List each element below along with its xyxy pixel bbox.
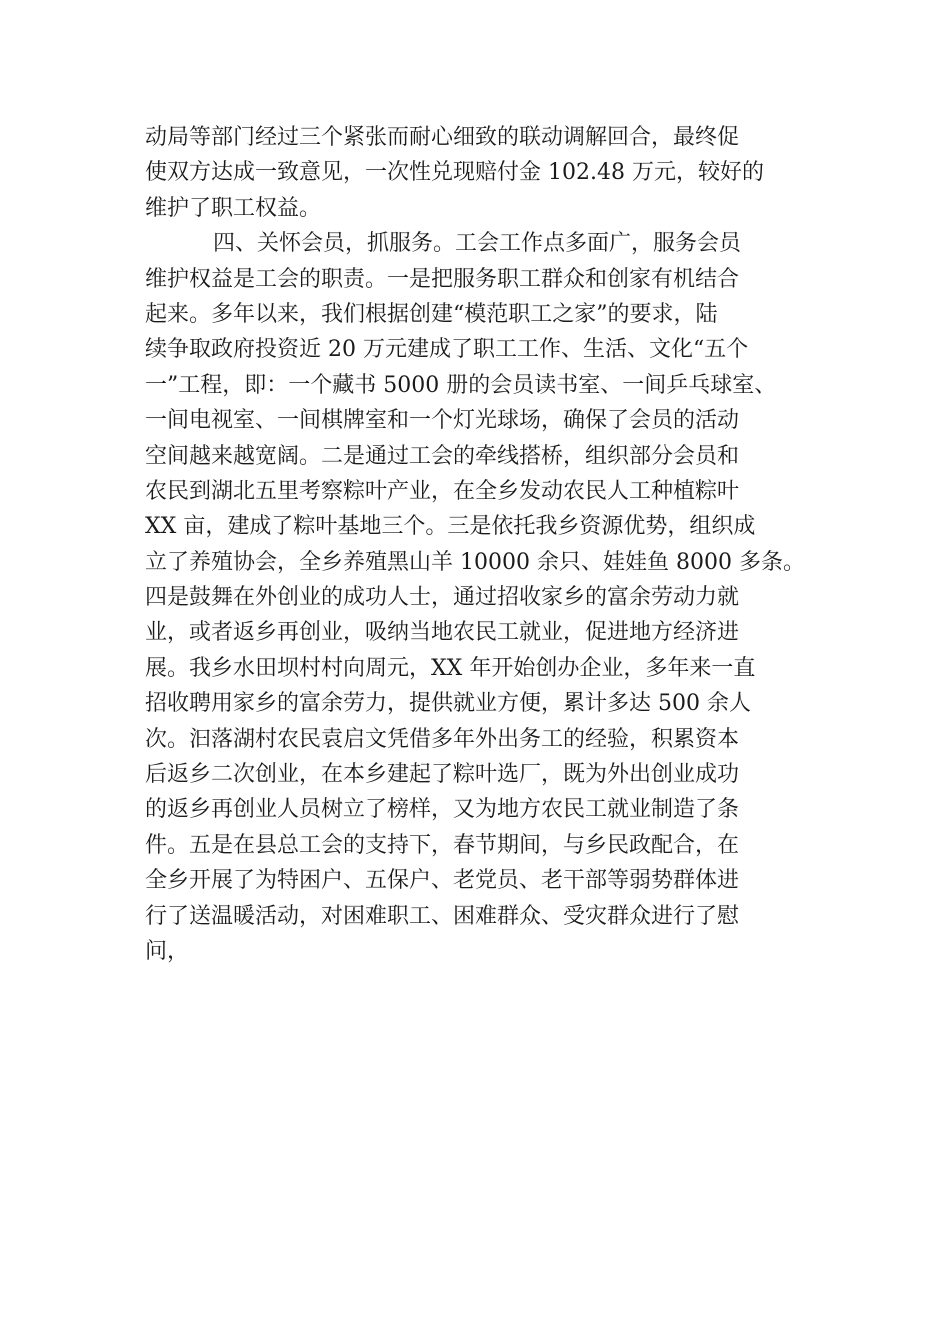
- text-line: 维护权益是工会的职责。一是把服务职工群众和创家有机结合: [145, 266, 740, 292]
- text-line: 的返乡再创业人员树立了榜样，又为地方农民工就业制造了条: [145, 797, 740, 823]
- text-line: 后返乡二次创业，在本乡建起了粽叶选厂，既为外出创业成功: [145, 762, 740, 788]
- text-line: 展。我乡水田坝村村向周元，XX 年开始创办企业，多年来一直: [145, 655, 756, 681]
- text-line: 全乡开展了为特困户、五保户、老党员、老干部等弱势群体进: [145, 868, 740, 894]
- section-heading-line: 四、关怀会员，抓服务。工会工作点多面广，服务会员: [213, 231, 742, 257]
- text-line: 问，: [145, 938, 190, 964]
- text-line: 续争取政府投资近 20 万元建成了职工工作、生活、文化“五个: [145, 337, 749, 363]
- body-text: [145, 120, 825, 969]
- text-line: 空间越来越宽阔。二是通过工会的牵线搭桥，组织部分会员和: [145, 443, 740, 469]
- text-line: 动局等部门经过三个紧张而耐心细致的联动调解回合，最终促: [145, 125, 740, 150]
- text-line: 业，或者返乡再创业，吸纳当地农民工就业，促进地方经济进: [145, 620, 740, 646]
- text-line: 一间电视室、一间棋牌室和一个灯光球场，确保了会员的活动: [145, 408, 740, 434]
- text-line: 四是鼓舞在外创业的成功人士，通过招收家乡的富余劳动力就: [145, 585, 740, 611]
- text-line: 行了送温暖活动，对困难职工、困难群众、受灾群众进行了慰: [145, 903, 740, 929]
- text-line: 一”工程，即：一个藏书 5000 册的会员读书室、一间乒乓球室、: [145, 372, 777, 398]
- text-line: 起来。多年以来，我们根据创建“模范职工之家”的要求，陆: [145, 301, 718, 327]
- text-line: 使双方达成一致意见，一次性兑现赔付金 102.48 万元，较好的: [145, 160, 764, 186]
- text-line: 立了养殖协会，全乡养殖黑山羊 10000 余只、娃娃鱼 8000 多条。: [145, 549, 805, 575]
- text-line: 招收聘用家乡的富余劳力，提供就业方便，累计多达 500 余人: [145, 691, 751, 717]
- text-line: 维护了职工权益。: [145, 195, 322, 221]
- text-line: 件。五是在县总工会的支持下，春节期间，与乡民政配合，在: [145, 832, 740, 858]
- text-line: 农民到湖北五里考察粽叶产业，在全乡发动农民人工种植粽叶: [145, 478, 740, 504]
- text-line: 次。汩落湖村农民袁启文凭借多年外出务工的经验，积累资本: [145, 726, 740, 752]
- text-line: XX 亩，建成了粽叶基地三个。三是依托我乡资源优势，组织成: [145, 514, 756, 540]
